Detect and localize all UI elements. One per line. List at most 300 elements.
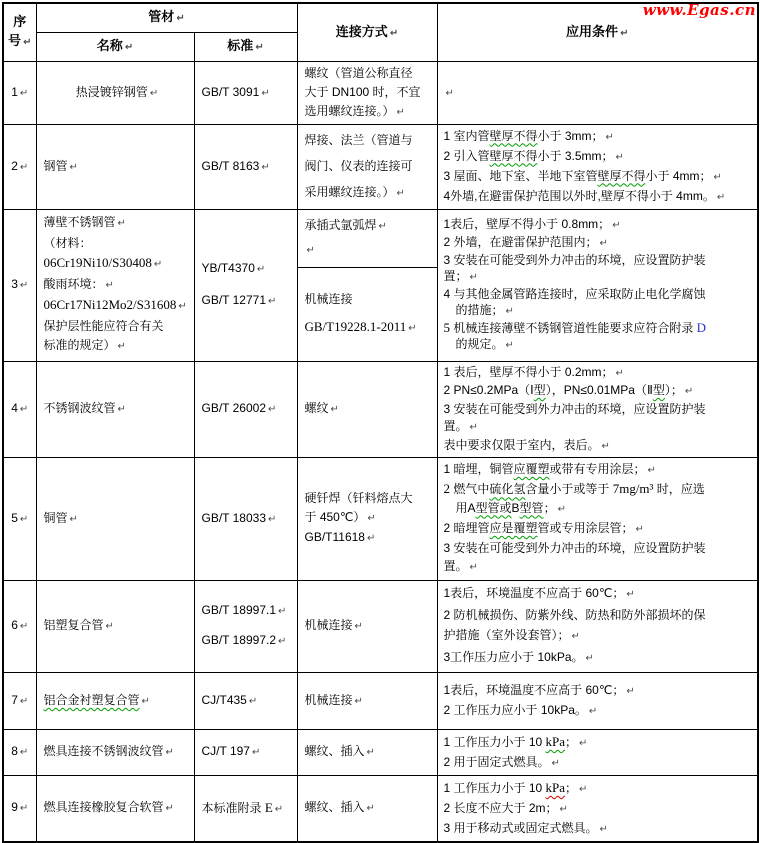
text-line: [44, 83, 191, 103]
text-segment: 机械连接: [304, 292, 353, 306]
text-segment: 置。: [443, 559, 468, 574]
table-row: [3, 672, 758, 729]
text-segment: 的规定。: [443, 337, 504, 351]
text-line: [444, 605, 757, 625]
table-row: [3, 209, 758, 361]
text-segment: GB/T 3091: [201, 84, 260, 99]
text-line: [202, 626, 294, 656]
text-segment: 8: [11, 744, 18, 759]
cell-serial: [3, 729, 36, 775]
paragraph-mark-icon: ↵: [408, 323, 417, 334]
text-line: [305, 127, 434, 153]
text-line: [44, 691, 191, 711]
text-segment: 机械连接薄壁不锈钢管道性能要求应符合附录: [450, 321, 697, 335]
text-line: [44, 234, 191, 254]
cell-application-conditions: [437, 61, 758, 124]
text-segment: 2: [11, 158, 18, 173]
paragraph-mark-icon: ↵: [256, 264, 266, 275]
paragraph-mark-icon: ↵: [268, 404, 277, 416]
text-segment: 2 引入管: [443, 148, 490, 163]
text-line: [305, 399, 434, 419]
paragraph-mark-icon: ↵: [599, 823, 608, 835]
text-segment: 3工作压力应小于 10kPa。: [443, 650, 584, 665]
paragraph-mark-icon: ↵: [396, 106, 405, 118]
text-segment: （材料：: [43, 235, 92, 250]
text-segment: 1表后，环境温度不应高于 60℃；: [443, 682, 625, 697]
text-segment: 薄壁不锈钢管: [43, 215, 116, 230]
cell-serial: [3, 580, 36, 672]
paragraph-mark-icon: ↵: [605, 131, 614, 143]
text-segment: 型管或: [475, 500, 512, 515]
paragraph-mark-icon: ↵: [19, 747, 29, 759]
text-segment: 本标准附录: [201, 800, 265, 815]
paragraph-mark-icon: ↵: [19, 87, 29, 99]
text-line: [44, 295, 191, 317]
cell-material-name: [36, 61, 194, 124]
text-segment: 热浸镀锌钢管: [75, 84, 148, 99]
paragraph-mark-icon: ↵: [599, 238, 608, 249]
text-line: [202, 742, 294, 762]
text-line: [444, 320, 757, 336]
text-line: [44, 275, 191, 296]
cell-serial: [3, 124, 36, 209]
text-line: [305, 691, 434, 711]
text-line: [202, 399, 294, 419]
paragraph-mark-icon: ↵: [557, 503, 566, 515]
paragraph-mark-icon: ↵: [153, 259, 163, 271]
cell-application-conditions: [437, 458, 758, 581]
cell-material-name: [36, 458, 194, 581]
text-line: [6, 31, 34, 52]
paragraph-mark-icon: ↵: [626, 685, 635, 697]
text-segment: 7mg/m³: [612, 481, 654, 497]
text-line: [444, 252, 757, 268]
text-segment: GB/T 18033: [201, 510, 266, 525]
text-segment: 机械连接: [304, 618, 353, 633]
text-segment: 4 与其他金属管路连接时，应采取防止电化学腐蚀: [443, 287, 706, 301]
cell-standard: [194, 61, 297, 124]
table-row: [3, 361, 758, 458]
text-line: [444, 519, 757, 539]
cell-material-name: [36, 672, 194, 729]
text-segment: GB/T 26002: [201, 401, 266, 416]
text-segment: 燃具连接不锈钢波纹管: [43, 744, 164, 759]
text-segment: 螺纹（管道公称直径: [304, 65, 413, 80]
paragraph-mark-icon: ↵: [261, 161, 270, 173]
paragraph-mark-icon: ↵: [713, 171, 722, 183]
text-line: [202, 798, 294, 819]
text-segment: 06Cr17Ni12Mo2/S31608: [43, 297, 177, 313]
text-line: [44, 317, 191, 337]
text-line: [444, 187, 757, 207]
text-line: [305, 153, 434, 179]
paragraph-mark-icon: ↵: [684, 386, 694, 397]
text-segment: 管材: [148, 9, 175, 25]
text-segment: 标准: [227, 38, 254, 53]
text-segment: 2 防机械损伤、防紫外线、防热和防外部损坏的保: [443, 608, 706, 623]
text-segment: 大于 DN100 时，不宜: [304, 84, 421, 99]
cell-standard: [194, 458, 297, 581]
cell-standard: [194, 124, 297, 209]
text-line: [444, 302, 757, 320]
text-segment: 9: [11, 800, 18, 815]
header-serial: [3, 3, 36, 61]
text-segment: GB/T 8163: [201, 158, 260, 173]
text-segment: 7: [11, 692, 18, 707]
text-line: [444, 583, 757, 605]
text-segment: 06Cr19Ni10/S30408: [43, 255, 152, 271]
paragraph-mark-icon: ↵: [278, 606, 287, 618]
text-line: [6, 275, 34, 295]
text-line: [444, 753, 757, 773]
text-segment: 2 工作压力应小于 10kPa。: [443, 702, 587, 717]
text-segment: 用A: [443, 500, 476, 515]
text-line: [305, 616, 434, 636]
text-line: [44, 253, 191, 275]
paragraph-mark-icon: ↵: [255, 42, 264, 53]
text-line: [44, 509, 191, 529]
text-line: [444, 364, 757, 383]
text-segment: 3 安装在可能受到外力冲击的环境，应设置防护装: [443, 541, 706, 556]
text-segment: 机械连接: [304, 692, 353, 707]
text-line: [39, 7, 295, 28]
header-pipe-material: [36, 3, 297, 32]
header-name: [36, 32, 194, 61]
paragraph-mark-icon: ↵: [626, 589, 635, 601]
text-segment: CJ/T435: [201, 692, 247, 707]
cell-connection-method: [297, 61, 437, 124]
text-segment: 3 用于移动式或固定式燃具。: [443, 820, 598, 835]
paragraph-mark-icon: ↵: [571, 631, 580, 643]
paragraph-mark-icon: ↵: [612, 220, 621, 231]
cell-standard: [194, 209, 297, 361]
text-segment: 连接方式: [335, 23, 388, 39]
text-line: [444, 286, 757, 302]
text-segment: 壁厚不得: [489, 128, 538, 143]
text-segment: 标准的规定）: [43, 338, 116, 353]
paragraph-mark-icon: ↵: [367, 513, 376, 525]
text-segment: 应覆塑: [513, 462, 550, 476]
text-line: [444, 539, 757, 557]
paragraph-mark-icon: ↵: [274, 803, 284, 815]
cell-application-conditions: [437, 361, 758, 458]
text-line: [440, 22, 756, 43]
text-line: [305, 179, 434, 207]
table-row: [3, 61, 758, 124]
text-line: [444, 268, 757, 286]
paragraph-mark-icon: ↵: [378, 221, 387, 232]
text-line: [444, 83, 757, 103]
text-segment: D: [696, 320, 707, 335]
text-line: [444, 437, 757, 456]
text-segment: 燃具连接橡胶复合软管: [43, 800, 164, 815]
text-segment: 护措施（室外设套管）；: [443, 628, 570, 643]
text-segment: GB/T11618: [304, 530, 365, 545]
text-segment: 壁厚不得: [597, 168, 646, 183]
paragraph-mark-icon: ↵: [579, 737, 588, 749]
paragraph-mark-icon: ↵: [149, 87, 159, 99]
paragraph-mark-icon: ↵: [141, 695, 150, 707]
text-segment: kPa: [545, 733, 566, 749]
cell-serial: [3, 775, 36, 842]
cell-application-conditions: [437, 775, 758, 842]
cell-standard: [194, 672, 297, 729]
cell-standard: [194, 580, 297, 672]
paragraph-mark-icon: ↵: [165, 747, 174, 759]
paragraph-mark-icon: ↵: [615, 367, 624, 379]
text-line: [444, 819, 757, 839]
text-segment: 铝合金衬塑复合管: [43, 692, 140, 707]
text-line: [44, 336, 191, 357]
text-line: [6, 691, 34, 711]
text-line: [202, 157, 294, 177]
text-line: [305, 313, 434, 342]
text-segment: 采用螺纹连接。）: [304, 184, 395, 199]
paragraph-mark-icon: ↵: [647, 465, 656, 476]
text-line: [44, 616, 191, 636]
cell-material-name: [36, 775, 194, 842]
paragraph-mark-icon: ↵: [505, 306, 514, 317]
text-line: [44, 399, 191, 419]
paragraph-mark-icon: ↵: [551, 757, 560, 769]
text-segment: CJ/T 197: [201, 744, 250, 759]
cell-connection-method: [297, 672, 437, 729]
paragraph-mark-icon: ↵: [19, 513, 29, 525]
text-segment: 2: [443, 481, 450, 497]
text-line: [444, 557, 757, 577]
text-line: [444, 681, 757, 701]
text-line: [305, 238, 434, 262]
cell-material-name: [36, 209, 194, 361]
paragraph-mark-icon: ↵: [306, 245, 315, 256]
text-line: [444, 418, 757, 437]
text-line: [6, 399, 34, 419]
text-segment: ）；: [664, 383, 683, 397]
cell-material-name: [36, 580, 194, 672]
cell-standard: [194, 729, 297, 775]
text-segment: 小于 3mm；: [537, 128, 604, 143]
text-segment: 型: [652, 383, 665, 397]
text-segment: 阀门、仪表的连接可: [304, 158, 413, 173]
table-row: [3, 458, 758, 581]
text-segment: 小于 4mm；: [645, 168, 712, 183]
text-segment: 1 暗埋，铜管: [443, 462, 514, 476]
text-segment: GB/T 18997.2: [201, 633, 276, 648]
text-line: [444, 401, 757, 419]
text-segment: YB/T4370: [201, 261, 255, 275]
paragraph-mark-icon: ↵: [69, 513, 78, 525]
paragraph-mark-icon: ↵: [117, 218, 126, 230]
text-segment: ；: [543, 500, 556, 515]
paragraph-mark-icon: ↵: [620, 27, 629, 39]
text-segment: 酸雨环境：: [43, 276, 104, 291]
text-line: [444, 625, 757, 647]
paragraph-mark-icon: ↵: [389, 27, 399, 39]
cell-application-conditions: [437, 124, 758, 209]
text-segment: kPa: [545, 779, 566, 795]
text-segment: 1 工作压力小于 10: [443, 780, 546, 795]
paragraph-mark-icon: ↵: [105, 279, 114, 291]
header-connection-method: [297, 3, 437, 61]
paragraph-mark-icon: ↵: [178, 301, 187, 313]
text-segment: 于 450℃）: [304, 510, 366, 525]
paragraph-mark-icon: ↵: [588, 705, 598, 717]
header-standard: [194, 32, 297, 61]
text-segment: 置；: [443, 269, 468, 283]
text-line: [444, 647, 757, 669]
text-line: [6, 798, 34, 818]
cell-connection-method: [297, 729, 437, 775]
cell-connection-method: [297, 124, 437, 209]
cell-connection-method: [297, 458, 437, 581]
text-segment: 2 用于固定式燃具。: [443, 754, 550, 769]
text-segment: E: [264, 799, 273, 815]
text-segment: 硬钎焊（钎料熔点大: [304, 491, 413, 506]
text-line: [44, 742, 191, 762]
paragraph-mark-icon: ↵: [716, 191, 726, 203]
cell-connection-method: [297, 775, 437, 842]
paragraph-mark-icon: ↵: [354, 695, 363, 707]
cell-standard: [194, 361, 297, 458]
text-line: [444, 499, 757, 519]
paragraph-mark-icon: ↵: [330, 404, 339, 416]
text-segment: ；: [565, 780, 578, 795]
text-segment: 1表后，壁厚不得小于 0.8mm；: [443, 217, 611, 231]
cell-material-name: [36, 729, 194, 775]
text-segment: 焊接、法兰（管道与: [304, 132, 413, 147]
text-segment: 燃气中: [450, 482, 490, 497]
text-line: [6, 742, 34, 762]
paragraph-mark-icon: ↵: [268, 296, 277, 307]
text-segment: 1 室内管: [443, 128, 490, 143]
text-segment: 1表后，环境温度不应高于 60℃；: [443, 586, 625, 601]
text-line: [444, 701, 757, 721]
connection-sub-cell: [298, 268, 437, 361]
text-line: [305, 528, 434, 548]
cell-serial: [3, 458, 36, 581]
cell-application-conditions: [437, 672, 758, 729]
text-line: [444, 167, 757, 187]
paragraph-mark-icon: ↵: [117, 341, 126, 353]
text-line: [202, 83, 294, 103]
text-segment: 型: [533, 383, 546, 397]
text-segment: 或带有专用涂层；: [549, 462, 646, 476]
text-line: [305, 286, 434, 313]
cell-material-name: [36, 361, 194, 458]
cell-serial: [3, 209, 36, 361]
paragraph-mark-icon: ↵: [585, 653, 594, 665]
table-row: [3, 580, 758, 672]
paragraph-mark-icon: ↵: [354, 621, 363, 633]
paragraph-mark-icon: ↵: [19, 280, 29, 291]
paragraph-mark-icon: ↵: [445, 87, 454, 99]
text-segment: 的措施；: [443, 303, 504, 317]
text-line: [305, 742, 434, 762]
text-segment: GB/T 12771: [201, 293, 266, 307]
text-segment: 名称: [96, 38, 123, 53]
paragraph-mark-icon: ↵: [366, 533, 376, 545]
paragraph-mark-icon: ↵: [69, 161, 78, 173]
paragraph-mark-icon: ↵: [469, 562, 478, 574]
text-segment: 3 安装在可能受到外力冲击的环境，应设置防护装: [443, 253, 706, 267]
text-segment: 3: [11, 277, 18, 291]
paragraph-mark-icon: ↵: [251, 747, 261, 759]
paragraph-mark-icon: ↵: [469, 272, 478, 283]
table-row: [3, 729, 758, 775]
text-segment: ），PN≤0.01MPa（Ⅱ: [545, 383, 653, 397]
paragraph-mark-icon: ↵: [19, 621, 29, 633]
paragraph-mark-icon: ↵: [117, 404, 126, 416]
text-segment: 管或专用涂层管；: [537, 520, 634, 535]
paragraph-mark-icon: ↵: [248, 695, 258, 707]
text-segment: 4: [11, 401, 18, 416]
text-line: [44, 157, 191, 177]
text-line: [444, 799, 757, 819]
cell-standard: [194, 775, 297, 842]
text-segment: 1: [11, 84, 18, 99]
text-line: [202, 596, 294, 626]
text-line: [300, 22, 435, 43]
text-segment: 铜管: [43, 510, 68, 525]
text-line: [6, 509, 34, 529]
text-segment: 号: [8, 33, 22, 49]
text-segment: 螺纹、插入: [304, 744, 365, 759]
connection-sub-cell: [298, 210, 437, 268]
cell-serial: [3, 361, 36, 458]
text-segment: 2 暗埋管: [443, 520, 490, 535]
text-segment: 小于 3.5mm；: [537, 148, 614, 163]
text-segment: 应用条件: [566, 23, 619, 39]
text-line: [202, 253, 294, 285]
paragraph-mark-icon: ↵: [19, 695, 29, 707]
text-segment: ；: [565, 734, 578, 749]
text-segment: 铝塑复合管: [43, 618, 104, 633]
text-segment: GB/T19228.1-2011: [304, 319, 407, 334]
paragraph-mark-icon: ↵: [268, 513, 277, 525]
text-line: [305, 102, 434, 122]
text-line: [39, 36, 192, 57]
text-line: [305, 64, 434, 83]
text-line: [305, 508, 434, 528]
text-line: [44, 213, 191, 234]
text-segment: 钢管: [43, 158, 68, 173]
text-segment: 4外墙,在避雷保护范围以外时,壁厚不得小于 4mm。: [443, 188, 715, 203]
text-segment: 3 屋面、地下室、半地下室管: [443, 168, 598, 183]
text-segment: 时，应选: [653, 482, 705, 497]
text-line: [6, 616, 34, 636]
cell-application-conditions: [437, 209, 758, 361]
text-line: [44, 798, 191, 818]
text-segment: 3 安装在可能受到外力冲击的环境，应设置防护装: [443, 401, 706, 416]
text-line: [6, 157, 34, 177]
paragraph-mark-icon: ↵: [505, 340, 514, 351]
pipe-material-table: [2, 2, 759, 843]
text-segment: 选用螺纹连接。）: [304, 103, 395, 118]
text-segment: 1 表后，壁厚不得小于 0.2mm；: [443, 364, 614, 379]
paragraph-mark-icon: ↵: [366, 803, 375, 815]
paragraph-mark-icon: ↵: [579, 783, 588, 795]
text-line: [444, 480, 757, 498]
text-segment: B: [511, 500, 520, 515]
paragraph-mark-icon: ↵: [124, 42, 134, 53]
paragraph-mark-icon: ↵: [165, 803, 174, 815]
text-line: [444, 732, 757, 753]
text-line: [305, 214, 434, 238]
text-line: [6, 12, 34, 31]
text-line: [6, 83, 34, 103]
text-line: [444, 382, 757, 401]
paragraph-mark-icon: ↵: [559, 803, 568, 815]
